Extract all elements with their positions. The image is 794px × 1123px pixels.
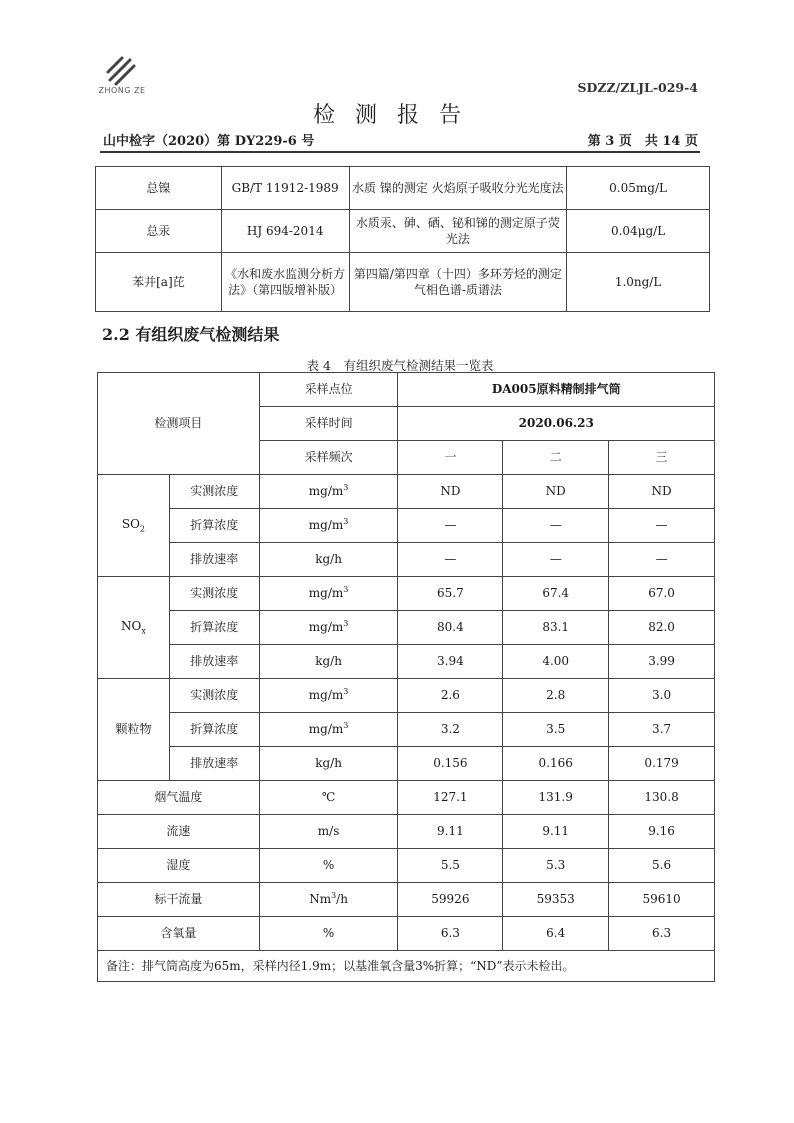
measure-value: 0.156: [398, 747, 503, 781]
page-number: 第 3 页 共 14 页: [587, 134, 698, 149]
measure-value: —: [398, 509, 503, 543]
parameter-value: 59353: [503, 883, 609, 917]
unit-superscript: 3: [343, 585, 349, 595]
measure-value: —: [609, 509, 715, 543]
freq-1: 一: [398, 441, 503, 475]
pollutant-name-text: NO: [121, 618, 142, 633]
method-standard: GB/T 11912-1989: [221, 167, 349, 210]
parameter-value: 5.3: [503, 849, 609, 883]
table-row: [98, 611, 715, 645]
pollutant-subscript: x: [141, 626, 146, 636]
parameter-value: 9.11: [398, 815, 503, 849]
parameter-value: 6.3: [398, 917, 503, 951]
header-divider: [100, 151, 700, 153]
parameter-label: 湿度: [98, 849, 260, 883]
method-limit: 1.0ng/L: [567, 253, 710, 312]
unit-text: mg/m: [308, 722, 344, 737]
measure-value: ND: [503, 475, 609, 509]
methods-table: [95, 166, 710, 312]
measure-value: 3.5: [503, 713, 609, 747]
parameter-value: 130.8: [609, 781, 715, 815]
unit-superscript: 3: [331, 891, 337, 901]
parameter-rows: [98, 781, 715, 951]
measure-value: ND: [398, 475, 503, 509]
parameter-value: 9.16: [609, 815, 715, 849]
method-name: 第四篇/第四章（十四）多环芳烃的测定 气相色谱-质谱法: [349, 253, 567, 312]
measure-label: 实测浓度: [169, 577, 259, 611]
unit-cell: [259, 645, 398, 679]
measure-value: —: [503, 509, 609, 543]
method-standard: HJ 694-2014: [221, 210, 349, 253]
unit-superscript: 3: [343, 687, 349, 697]
measure-label: 排放速率: [169, 645, 259, 679]
section-title: 2.2 有组织废气检测结果: [102, 325, 280, 344]
pollutant-subscript: 2: [139, 524, 146, 534]
freq-label: 采样频次: [259, 441, 398, 475]
measure-value: 67.0: [609, 577, 715, 611]
parameter-value: 5.6: [609, 849, 715, 883]
measure-value: 65.7: [398, 577, 503, 611]
unit-cell: [259, 713, 398, 747]
results-table: [97, 372, 715, 982]
unit-cell: [259, 781, 398, 815]
method-standard: 《水和废水监测分析方法》（第四版增补版）: [221, 253, 349, 312]
page-title: 检测报告: [312, 103, 481, 128]
measure-value: 3.0: [609, 679, 715, 713]
item-header: 检测项目: [98, 373, 260, 475]
table-row: [96, 253, 710, 312]
method-item: 总汞: [96, 210, 222, 253]
parameter-label: 烟气温度: [98, 781, 260, 815]
table-row: [98, 781, 715, 815]
parameter-label: 含氧量: [98, 917, 260, 951]
parameter-value: 59610: [609, 883, 715, 917]
point-label: 采样点位: [259, 373, 398, 407]
method-item: 苯并[a]芘: [96, 253, 222, 312]
measure-value: —: [398, 543, 503, 577]
parameter-value: 59926: [398, 883, 503, 917]
table-row: [96, 167, 710, 210]
method-limit: 0.05mg/L: [567, 167, 710, 210]
table-row: [98, 645, 715, 679]
unit-cell: [259, 815, 398, 849]
measure-value: 3.99: [609, 645, 715, 679]
measure-value: 4.00: [503, 645, 609, 679]
measure-value: 80.4: [398, 611, 503, 645]
table-row: [98, 509, 715, 543]
unit-text: ℃: [321, 790, 336, 805]
unit-cell: [259, 917, 398, 951]
document-code: SDZZ/ZLJL-029-4: [577, 80, 698, 95]
unit-cell: [259, 883, 398, 917]
freq-3: 三: [609, 441, 715, 475]
measure-value: 3.94: [398, 645, 503, 679]
unit-text: kg/h: [315, 756, 342, 771]
unit-cell: [259, 747, 398, 781]
table-caption: 表 4 有组织废气检测结果一览表: [306, 358, 494, 373]
unit-cell: [259, 611, 398, 645]
logo-text: ZHONG ZE: [98, 86, 146, 95]
measure-value: 2.6: [398, 679, 503, 713]
unit-text: %: [322, 926, 335, 941]
table-row: [98, 577, 715, 611]
method-name: 水质 镍的测定 火焰原子吸收分光光度法: [349, 167, 567, 210]
measure-value: ND: [609, 475, 715, 509]
unit-text: m/s: [317, 824, 340, 839]
point-value: DA005原料精制排气筒: [398, 373, 715, 407]
method-item: 总镍: [96, 167, 222, 210]
measure-value: 67.4: [503, 577, 609, 611]
unit-text: Nm: [309, 892, 332, 907]
table-row: [98, 543, 715, 577]
measure-value: 2.8: [503, 679, 609, 713]
measure-label: 折算浓度: [169, 611, 259, 645]
measure-label: 排放速率: [169, 747, 259, 781]
unit-text: %: [322, 858, 335, 873]
parameter-value: 6.4: [503, 917, 609, 951]
measure-value: 3.7: [609, 713, 715, 747]
table-row: [98, 373, 715, 407]
unit-cell: [259, 679, 398, 713]
measure-label: 实测浓度: [169, 679, 259, 713]
parameter-value: 127.1: [398, 781, 503, 815]
unit-text: kg/h: [315, 654, 342, 669]
measure-label: 实测浓度: [169, 475, 259, 509]
pollutant-groups: [98, 475, 715, 781]
pollutant-name: [98, 577, 170, 679]
pollutant-name: [98, 475, 170, 577]
unit-text: mg/m: [308, 586, 344, 601]
unit-text: kg/h: [315, 552, 342, 567]
table-row: [98, 747, 715, 781]
unit-text: mg/m: [308, 620, 344, 635]
table-row: [98, 849, 715, 883]
method-name: 水质汞、砷、硒、铋和锑的测定原子荧光法: [349, 210, 567, 253]
unit-text: mg/m: [308, 688, 344, 703]
table-row: [98, 679, 715, 713]
report-number: 山中检字（2020）第 DY229-6 号: [103, 134, 315, 149]
method-limit: 0.04μg/L: [567, 210, 710, 253]
measure-value: 83.1: [503, 611, 609, 645]
pollutant-name-text: 颗粒物: [115, 722, 152, 737]
measure-value: 0.179: [609, 747, 715, 781]
table-row: [98, 815, 715, 849]
unit-suffix: /h: [336, 892, 348, 907]
measure-value: —: [503, 543, 609, 577]
table-row: [98, 951, 715, 982]
table-note: 备注：排气筒高度为65m，采样内径1.9m；以基准氧含量3%折算；“ND”表示未检出。: [98, 951, 715, 982]
unit-cell: [259, 543, 398, 577]
unit-superscript: 3: [343, 721, 349, 731]
parameter-value: 6.3: [609, 917, 715, 951]
table-row: [98, 713, 715, 747]
unit-superscript: 3: [343, 619, 349, 629]
unit-text: mg/m: [308, 484, 344, 499]
parameter-value: 5.5: [398, 849, 503, 883]
measure-value: —: [609, 543, 715, 577]
time-label: 采样时间: [259, 407, 398, 441]
unit-superscript: 3: [343, 483, 349, 493]
table-row: [96, 210, 710, 253]
unit-text: mg/m: [308, 518, 344, 533]
parameter-label: 流速: [98, 815, 260, 849]
time-value: 2020.06.23: [398, 407, 715, 441]
table-row: [98, 917, 715, 951]
freq-2: 二: [503, 441, 609, 475]
parameter-value: 131.9: [503, 781, 609, 815]
pollutant-name-text: SO: [121, 516, 140, 531]
measure-label: 折算浓度: [169, 509, 259, 543]
unit-cell: [259, 509, 398, 543]
measure-label: 排放速率: [169, 543, 259, 577]
pollutant-name: [98, 679, 170, 781]
measure-value: 0.166: [503, 747, 609, 781]
unit-cell: [259, 577, 398, 611]
unit-superscript: 3: [343, 517, 349, 527]
table-row: [98, 883, 715, 917]
unit-cell: [259, 849, 398, 883]
measure-label: 折算浓度: [169, 713, 259, 747]
measure-value: 3.2: [398, 713, 503, 747]
parameter-label: 标干流量: [98, 883, 260, 917]
parameter-value: 9.11: [503, 815, 609, 849]
table-row: [98, 475, 715, 509]
measure-value: 82.0: [609, 611, 715, 645]
unit-cell: [259, 475, 398, 509]
